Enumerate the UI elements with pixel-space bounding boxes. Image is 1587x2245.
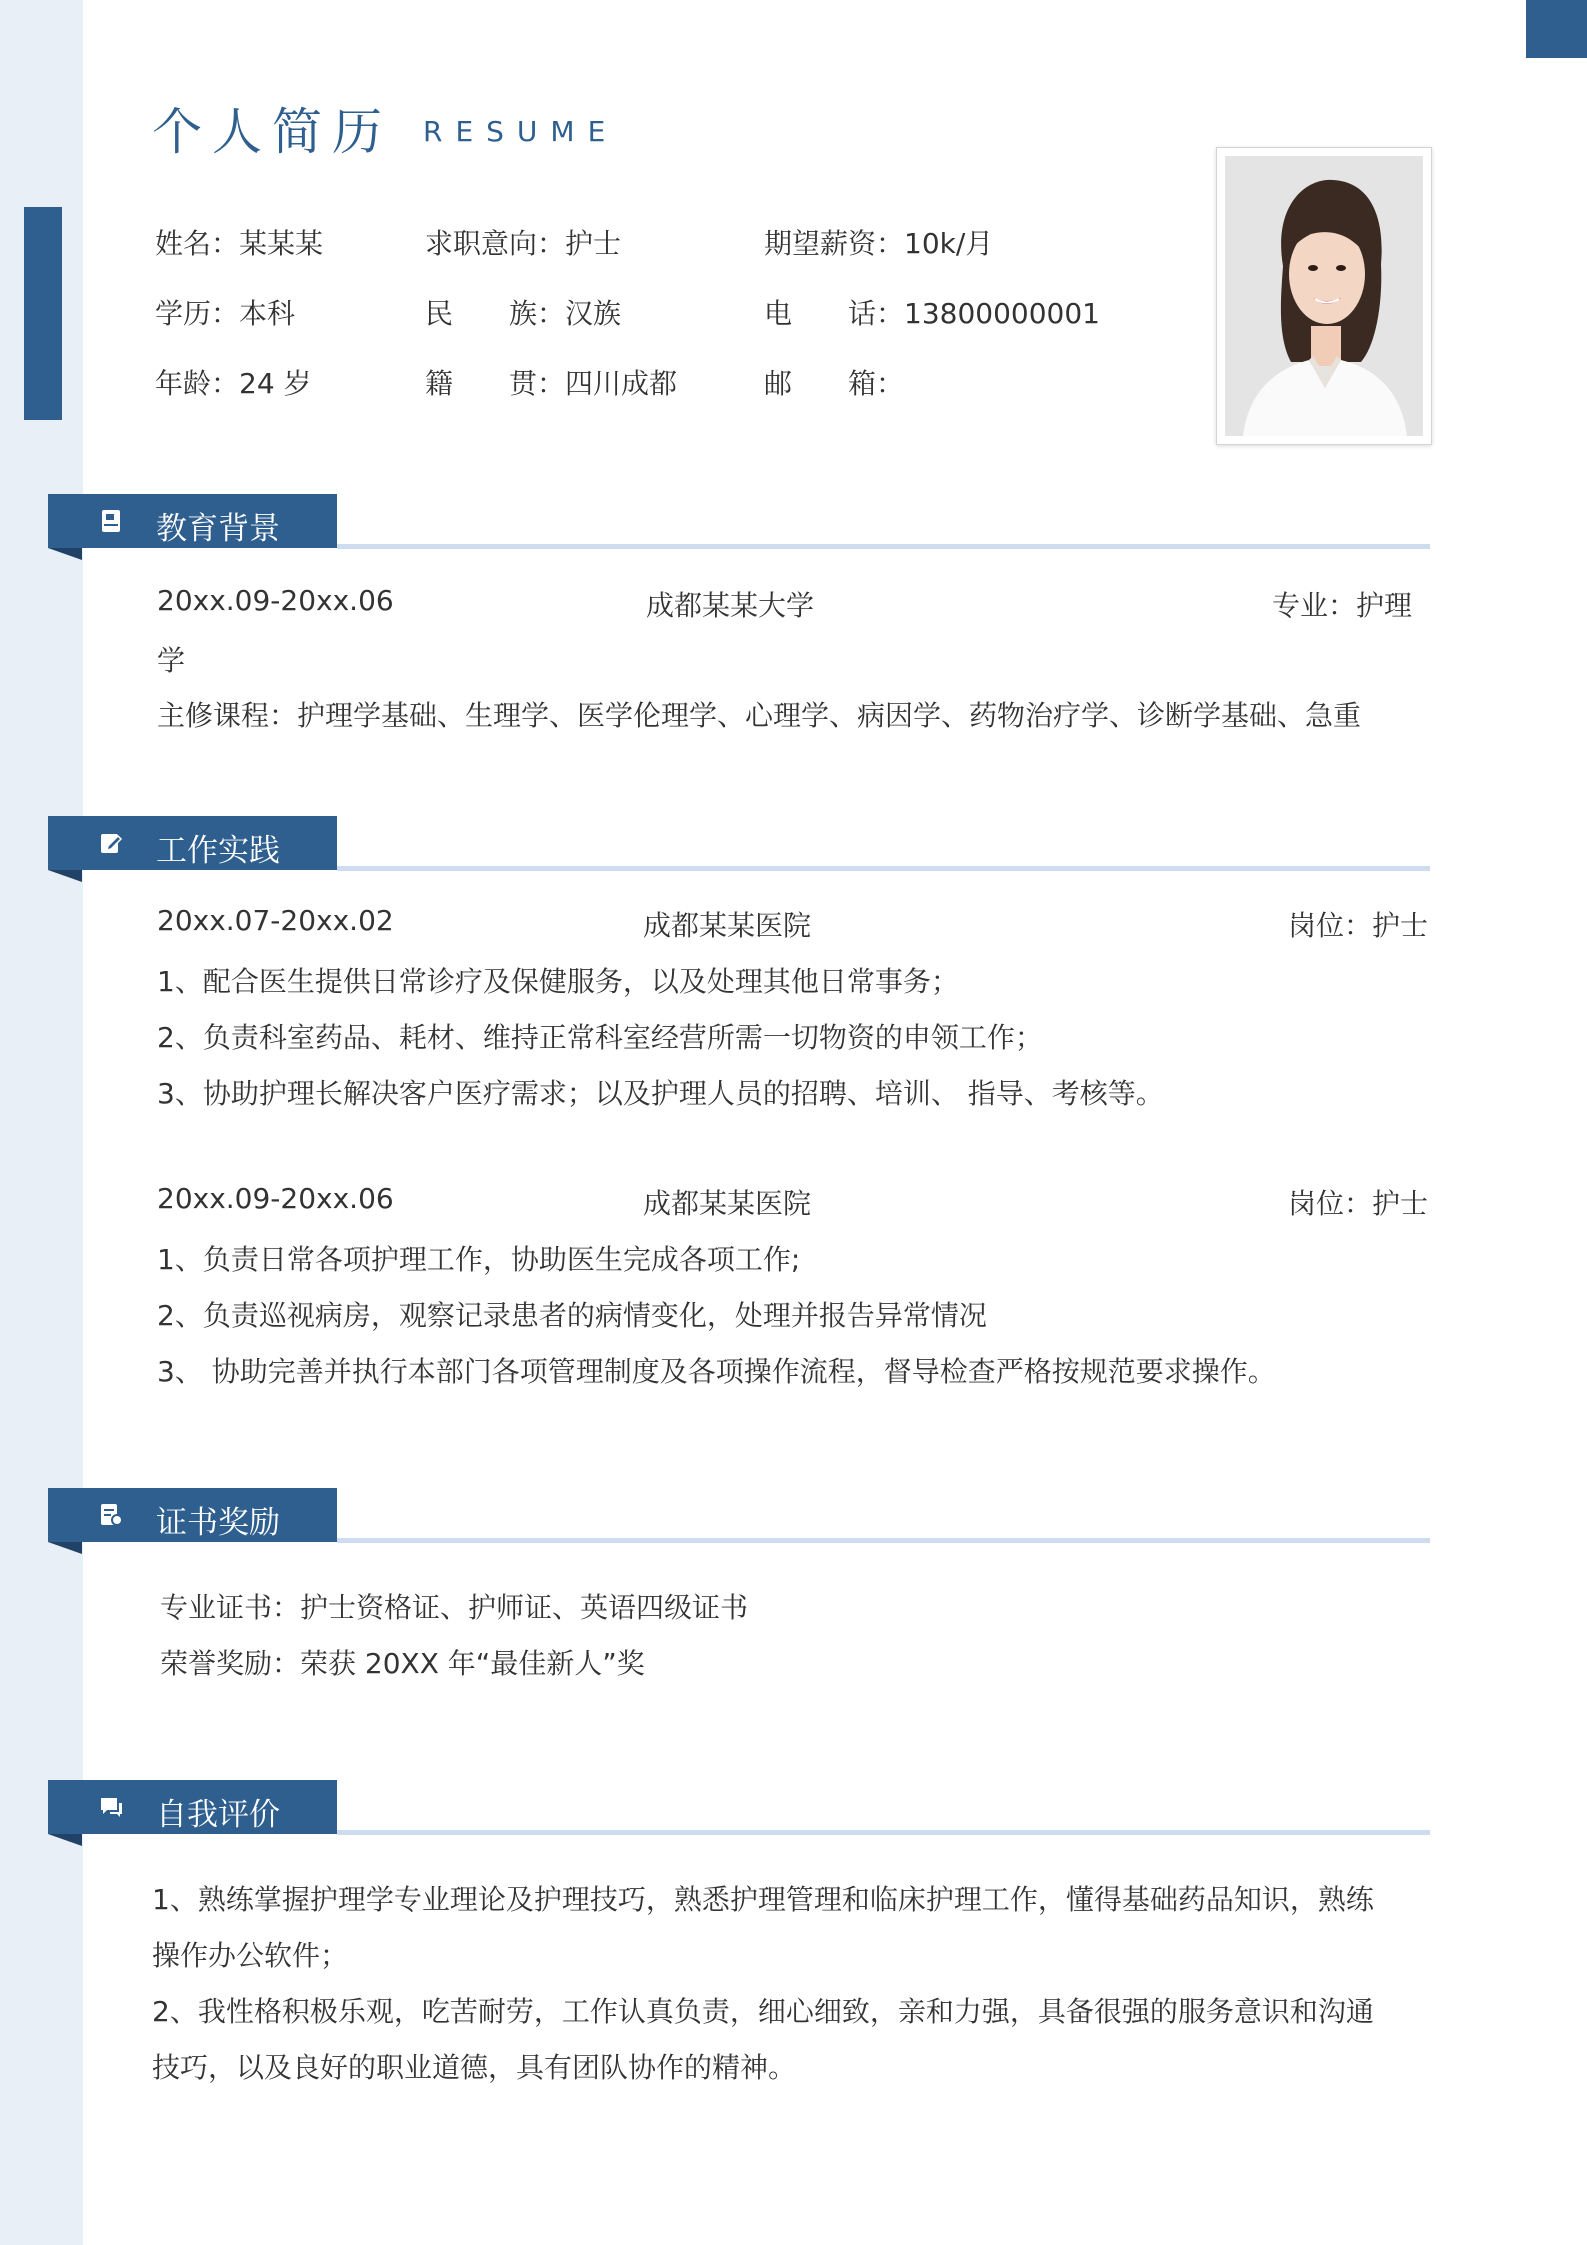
- job-duty: 1、负责日常各项护理工作，协助医生完成各项工作;: [157, 1243, 801, 1276]
- chat-icon: [98, 1794, 124, 1820]
- edit-icon: [98, 830, 124, 856]
- section-fold-certs: [48, 1542, 82, 1554]
- info-email: [764, 362, 904, 402]
- education-major-wrap: 学: [157, 644, 186, 677]
- profile-photo-frame: [1216, 147, 1432, 445]
- section-title-work: 工作实践: [156, 833, 280, 869]
- job-org: 成都某某医院: [643, 1187, 812, 1220]
- section-header-self-eval: [48, 1780, 337, 1834]
- job-position: 岗位：护士: [1288, 1187, 1429, 1220]
- section-divider-certs: [337, 1538, 1430, 1543]
- section-title-certs: 证书奖励: [156, 1505, 280, 1541]
- info-education-label: 学历：: [155, 297, 240, 330]
- info-ethnic-value: 汉族: [565, 297, 622, 330]
- info-salary-value: 10k/月: [904, 227, 994, 260]
- section-fold-education: [48, 548, 82, 560]
- info-age-label: 年龄：: [155, 367, 240, 400]
- self-eval-line: 操作办公软件；: [152, 1939, 349, 1972]
- self-eval-line: 2、我性格积极乐观，吃苦耐劳，工作认真负责，细心细致，亲和力强，具备很强的服务意识和沟通: [152, 1995, 1374, 2028]
- section-header-certs: [48, 1488, 337, 1542]
- cert-line: 专业证书：护士资格证、护师证、英语四级证书: [160, 1591, 749, 1624]
- info-ethnic: [425, 292, 621, 332]
- info-salary: [764, 222, 993, 262]
- corner-decoration: [1526, 0, 1587, 58]
- job-period: 20xx.09-20xx.06: [157, 1182, 394, 1215]
- section-divider-work: [337, 866, 1430, 871]
- info-origin-value: 四川成都: [565, 367, 678, 400]
- info-phone: [764, 292, 1100, 332]
- job-duty: 2、负责科室药品、耗材、维持正常科室经营所需一切物资的申领工作；: [157, 1021, 1043, 1054]
- info-salary-label: 期望薪资：: [764, 227, 905, 260]
- info-name: [155, 222, 323, 262]
- info-education: [155, 292, 295, 332]
- info-email-label: 邮 箱：: [764, 367, 905, 400]
- job-duty: 1、配合医生提供日常诊疗及保健服务，以及处理其他日常事务；: [157, 965, 959, 998]
- page-title: 个人简历: [152, 103, 392, 161]
- certificate-icon: [98, 1502, 124, 1528]
- info-origin-label: 籍 贯：: [425, 367, 566, 400]
- info-intent-label: 求职意向：: [425, 227, 566, 260]
- section-fold-work: [48, 870, 82, 882]
- section-title-education: 教育背景: [156, 511, 280, 547]
- info-origin: [425, 362, 677, 402]
- info-intent-value: 护士: [565, 227, 622, 260]
- info-name-label: 姓名：: [155, 227, 240, 260]
- section-header-work: [48, 816, 337, 870]
- info-education-value: 本科: [239, 297, 296, 330]
- page-title-en: RESUME: [423, 115, 619, 148]
- profile-photo: [1225, 156, 1423, 436]
- job-position: 岗位：护士: [1288, 909, 1429, 942]
- education-school: 成都某某大学: [646, 589, 815, 622]
- job-duty: 3、协助护理长解决客户医疗需求；以及护理人员的招聘、培训、 指导、考核等。: [157, 1077, 1164, 1110]
- info-phone-label: 电 话：: [764, 297, 905, 330]
- left-accent-bar: [24, 207, 62, 420]
- book-icon: [98, 508, 124, 534]
- info-age: [155, 362, 312, 402]
- job-duty: 2、负责巡视病房，观察记录患者的病情变化，处理并报告异常情况: [157, 1299, 987, 1332]
- info-intent: [425, 222, 621, 262]
- info-name-value: 某某某: [239, 227, 324, 260]
- section-fold-self-eval: [48, 1834, 82, 1846]
- section-divider-self-eval: [337, 1830, 1430, 1835]
- award-line: 荣誉奖励：荣获 20XX 年“最佳新人”奖: [160, 1647, 645, 1680]
- job-duty: 3、 协助完善并执行本部门各项管理制度及各项操作流程，督导检查严格按规范要求操作。: [157, 1355, 1276, 1388]
- info-ethnic-label: 民 族：: [425, 297, 566, 330]
- self-eval-line: 1、熟练掌握护理学专业理论及护理技巧，熟悉护理管理和临床护理工作，懂得基础药品知识，熟练: [152, 1883, 1374, 1916]
- education-courses: 主修课程：护理学基础、生理学、医学伦理学、心理学、病因学、药物治疗学、诊断学基础、急重: [157, 699, 1362, 732]
- self-eval-line: 技巧，以及良好的职业道德，具有团队协作的精神。: [152, 2051, 797, 2084]
- job-org: 成都某某医院: [643, 909, 812, 942]
- section-divider-education: [337, 544, 1430, 549]
- job-period: 20xx.07-20xx.02: [157, 904, 394, 937]
- info-phone-value: 13800000001: [904, 297, 1100, 330]
- info-age-value: 24 岁: [239, 367, 312, 400]
- education-major: 专业：护理: [1272, 589, 1413, 622]
- section-title-self-eval: 自我评价: [156, 1797, 280, 1833]
- section-header-education: [48, 494, 337, 548]
- education-period: 20xx.09-20xx.06: [157, 584, 394, 617]
